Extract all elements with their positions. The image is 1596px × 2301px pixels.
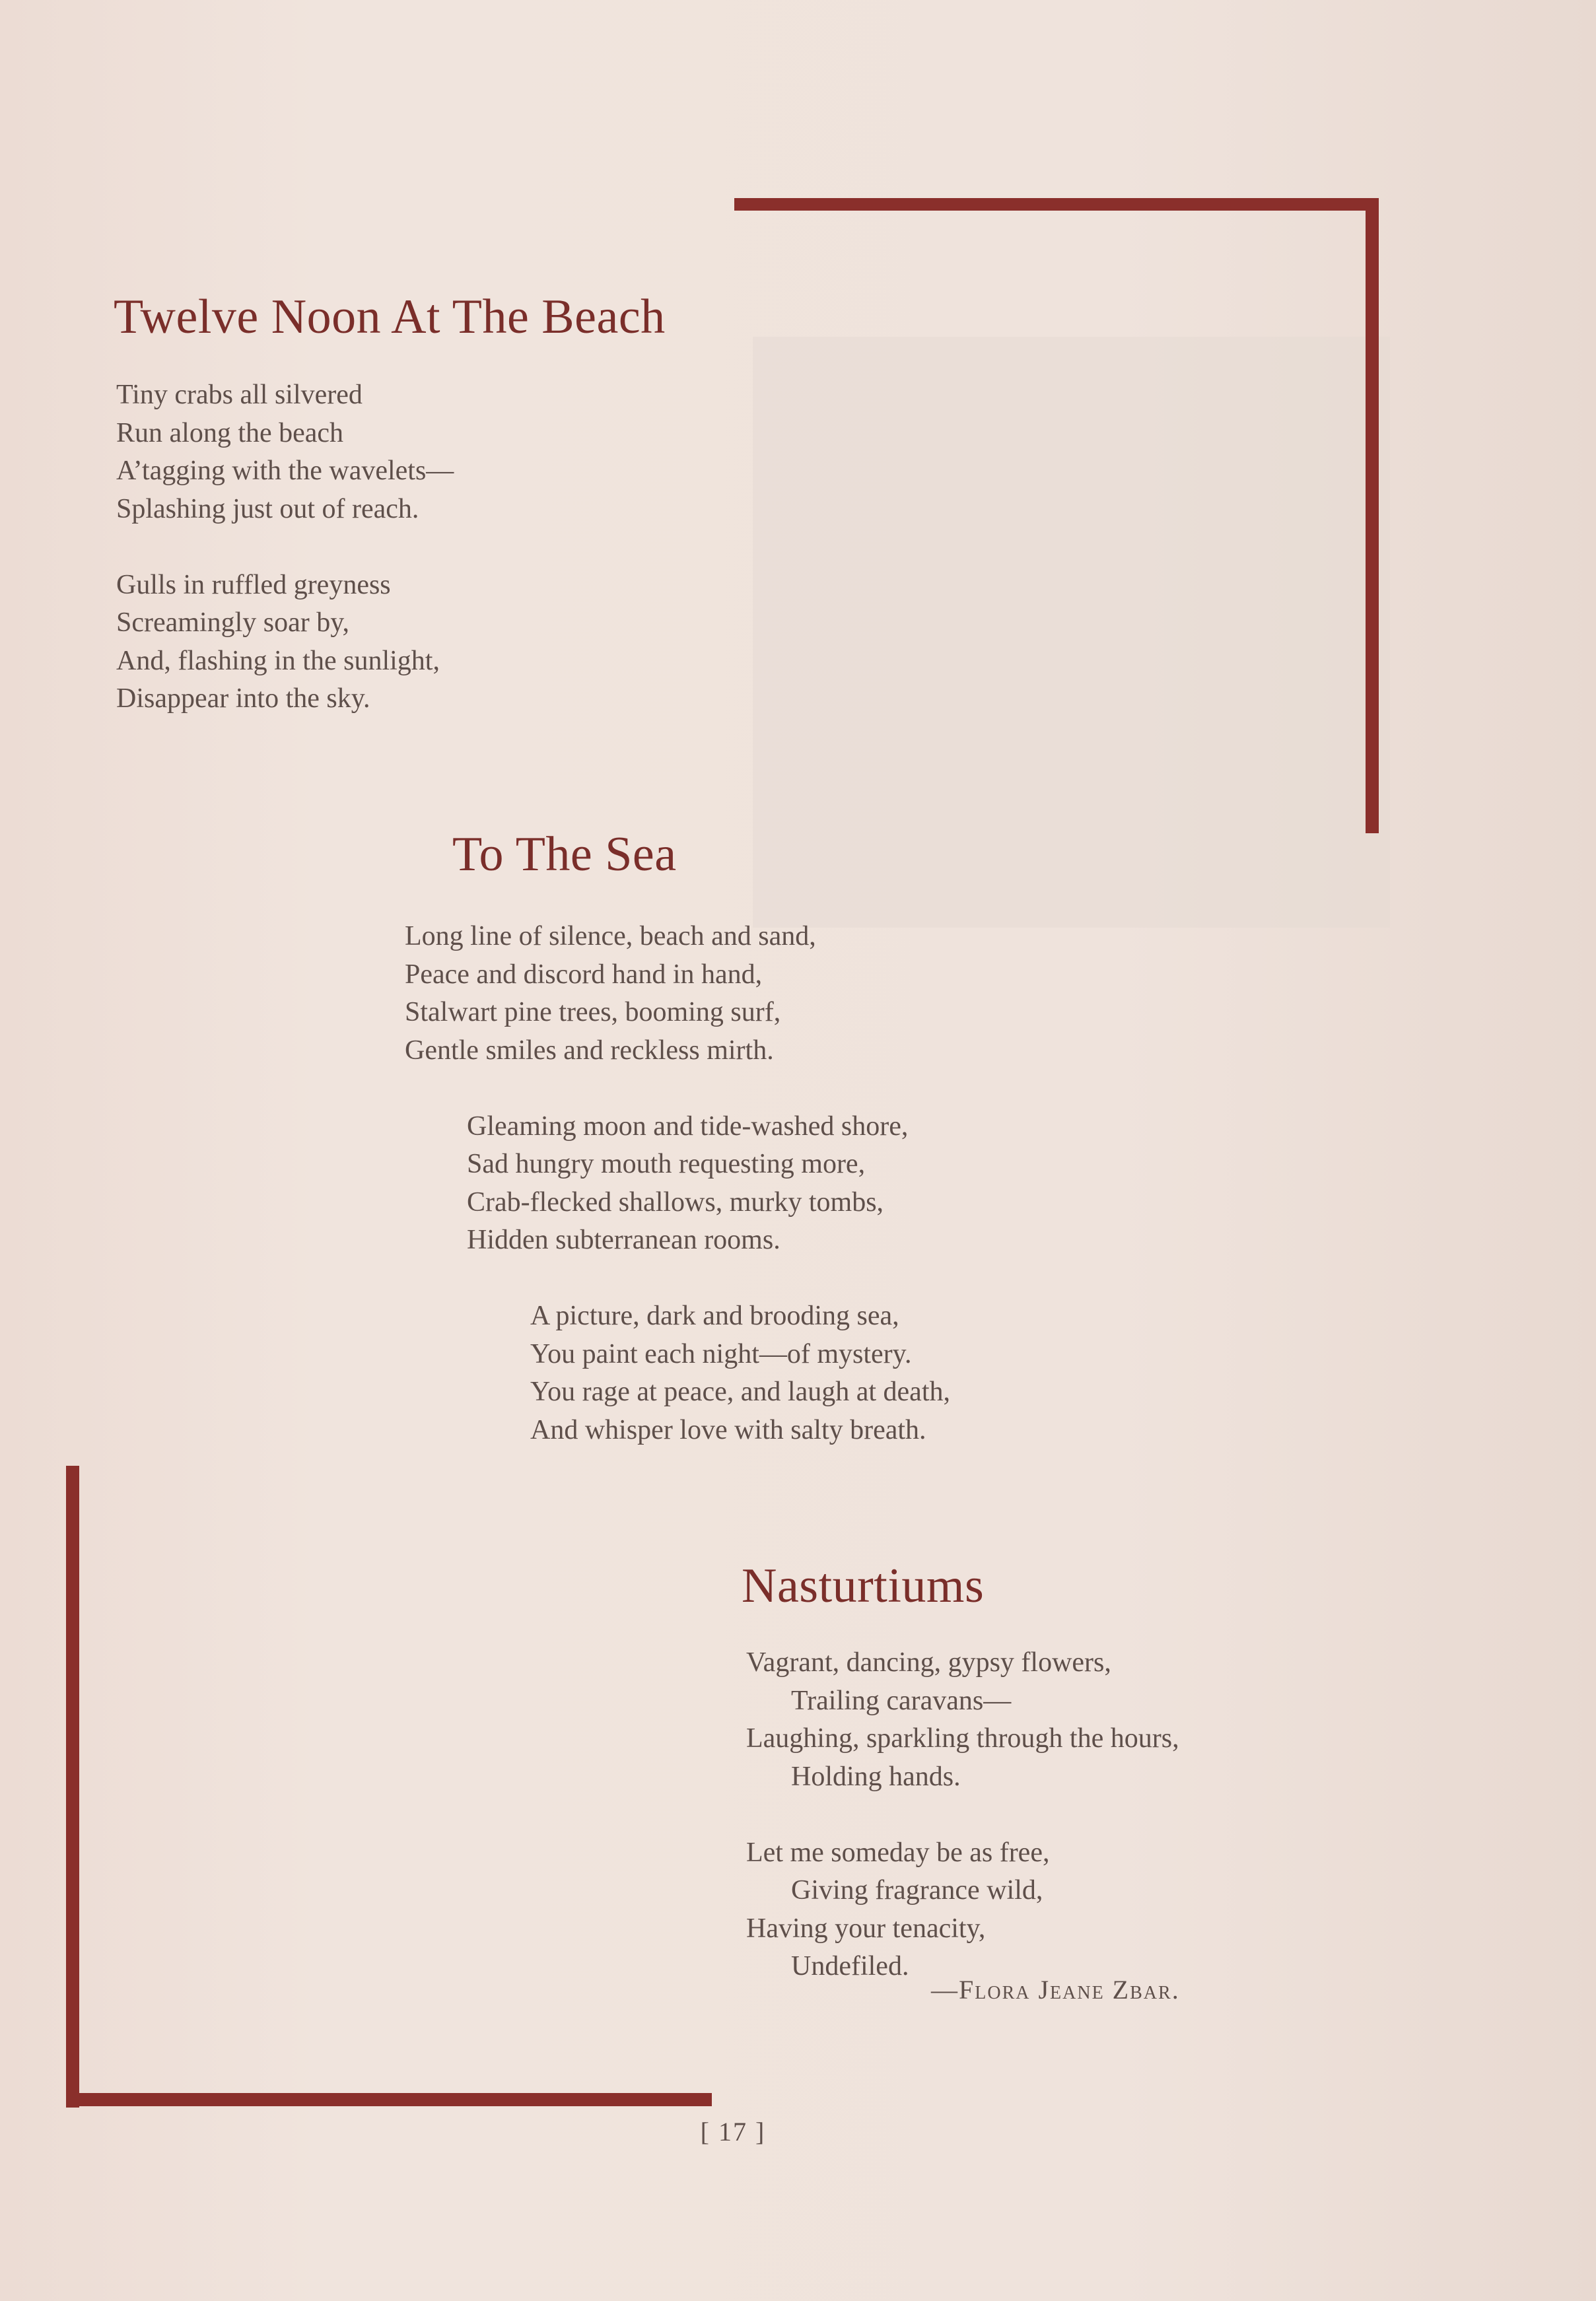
top-right-rule-horizontal (734, 198, 1375, 211)
stanza (405, 918, 950, 1070)
author-byline: —Flora Jeane Zbar. (931, 1975, 1180, 2005)
stanza (746, 1834, 1179, 1986)
poem-line: Tiny crabs all silvered (116, 380, 363, 410)
poem-title: To The Sea (452, 827, 677, 881)
poem-line: Let me someday be as free, (746, 1837, 1050, 1868)
poem-line: Vagrant, dancing, gypsy flowers, (746, 1647, 1111, 1678)
stanza (405, 1108, 950, 1260)
stanza (746, 1644, 1179, 1796)
poem-line: Hidden subterranean rooms. (467, 1225, 781, 1255)
poem-line: Giving fragrance wild, (791, 1875, 1043, 1906)
poem-line: Screamingly soar by, (116, 607, 350, 638)
page-number: [ 17 ] (700, 2117, 766, 2146)
stanza (405, 1297, 950, 1449)
poem-line: Stalwart pine trees, booming surf, (405, 997, 781, 1027)
poem-line: Trailing caravans— (791, 1685, 1012, 1716)
poem-line: Sad hungry mouth requesting more, (467, 1149, 866, 1179)
poem-title: Nasturtiums (742, 1559, 985, 1613)
stanza (116, 376, 454, 528)
poem-title: Twelve Noon At The Beach (114, 290, 666, 344)
poem-line: Run along the beach (116, 417, 344, 448)
poem-line: Undefiled. (791, 1951, 909, 1981)
poem-line: Holding hands. (791, 1761, 961, 1792)
poem-line: You paint each night—of mystery. (530, 1338, 912, 1369)
poem-line: Gulls in ruffled greyness (116, 569, 391, 600)
poem-body (746, 1644, 1179, 1986)
poem-line: Peace and discord hand in hand, (405, 959, 763, 990)
top-right-rule-vertical (1366, 198, 1379, 833)
poem-line: Crab-flecked shallows, murky tombs, (467, 1186, 884, 1218)
poem-line: And whisper love with salty breath. (530, 1414, 926, 1445)
poem-body (116, 376, 454, 718)
show-through-shadow (753, 337, 1390, 928)
poem-line: A’tagging with the wavelets— (116, 456, 454, 486)
poem-line: Laughing, sparkling through the hours, (746, 1723, 1179, 1754)
stanza (116, 567, 454, 718)
poem-body (405, 918, 950, 1449)
poem-line: A picture, dark and brooding sea, (530, 1301, 899, 1331)
poem-line: Long line of silence, beach and sand, (405, 921, 816, 951)
bottom-left-rule-horizontal (66, 2093, 712, 2106)
poem-line: Having your tenacity, (746, 1913, 986, 1944)
poem-line: And, flashing in the sunlight, (116, 645, 440, 676)
poem-line: Splashing just out of reach. (116, 493, 419, 524)
poem-line: Gleaming moon and tide-washed shore, (467, 1111, 909, 1142)
poem-line: Gentle smiles and reckless mirth. (405, 1035, 774, 1066)
poem-line: You rage at peace, and laugh at death, (530, 1377, 950, 1407)
bottom-left-rule-vertical (66, 1466, 79, 2108)
poem-line: Disappear into the sky. (116, 683, 370, 714)
